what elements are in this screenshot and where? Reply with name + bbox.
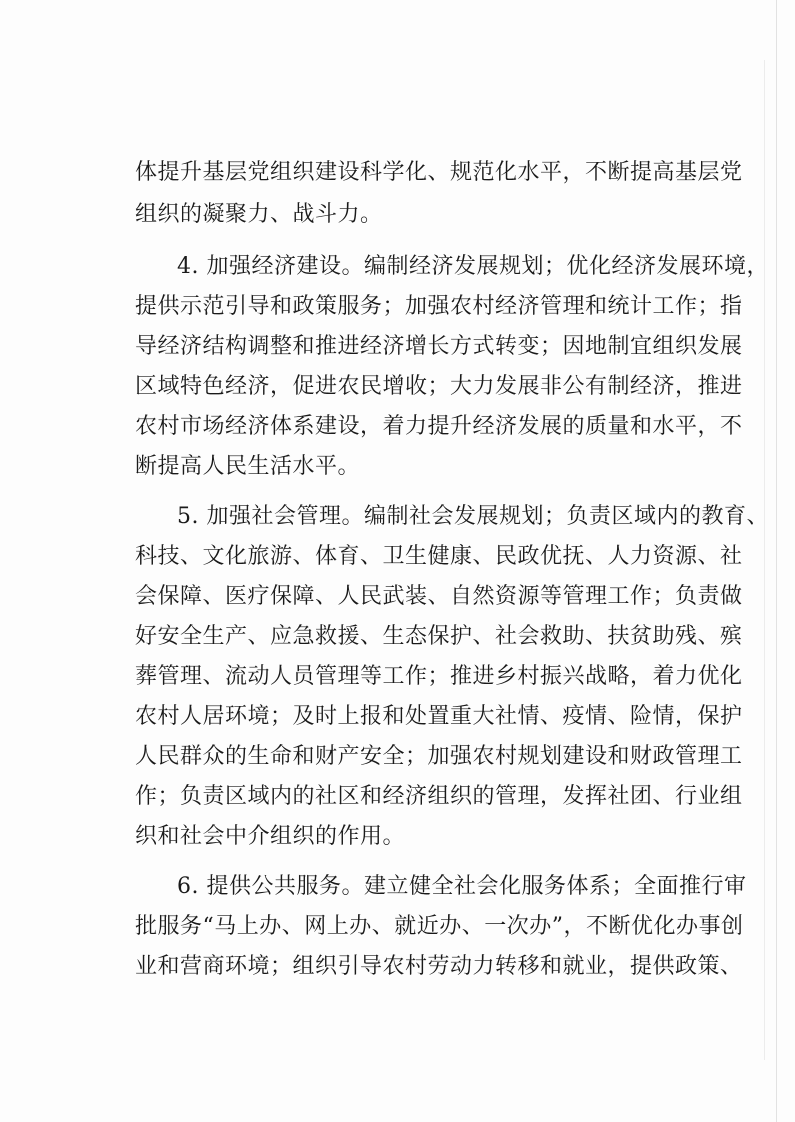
text-line: 组织的凝聚力、战斗力。 [135, 202, 383, 227]
text-line: 好安全生产、应急救援、生态保护、社会救助、扶贫助残、殡 [135, 624, 743, 649]
text-line: 织和社会中介组织的作用。 [135, 824, 406, 849]
text-line: 业和营商环境；组织引导农村劳动力转移和就业，提供政策、 [135, 954, 743, 979]
text-line: 区域特色经济，促进农民增收；大力发展非公有制经济，推进 [135, 374, 743, 399]
text-line: 农村市场经济体系建设，着力提升经济发展的质量和水平，不 [135, 414, 743, 439]
text-line: 人民群众的生命和财产安全；加强农村规划建设和财政管理工 [135, 744, 743, 769]
text-line: 葬管理、流动人员管理等工作；推进乡村振兴战略，着力优化 [135, 664, 743, 689]
text-line: 批服务“马上办、网上办、就近办、一次办”，不断优化办事创 [135, 914, 744, 939]
text-line: 体提升基层党组织建设科学化、规范化水平，不断提高基层党 [135, 160, 743, 185]
paragraph-6-heading-line: 6. 提供公共服务。建立健全社会化服务体系；全面推行审 [177, 874, 747, 899]
text-line: 断提高人民生活水平。 [135, 454, 361, 479]
text-line: 作；负责区域内的社区和经济组织的管理，发挥社团、行业组 [135, 784, 743, 809]
paragraph-5-heading-line: 5. 加强社会管理。编制社会发展规划；负责区域内的教育、 [177, 504, 769, 529]
text-line: 导经济结构调整和推进经济增长方式转变；因地制宜组织发展 [135, 334, 743, 359]
text-line: 科技、文化旅游、体育、卫生健康、民政优抚、人力资源、社 [135, 544, 743, 569]
text-line: 农村人居环境；及时上报和处置重大社情、疫情、险情，保护 [135, 704, 743, 729]
text-line: 提供示范引导和政策服务；加强农村经济管理和统计工作；指 [135, 294, 743, 319]
text-line: 会保障、医疗保障、人民武装、自然资源等管理工作；负责做 [135, 584, 743, 609]
paragraph-4-heading-line: 4. 加强经济建设。编制经济发展规划；优化经济发展环境， [177, 254, 769, 279]
